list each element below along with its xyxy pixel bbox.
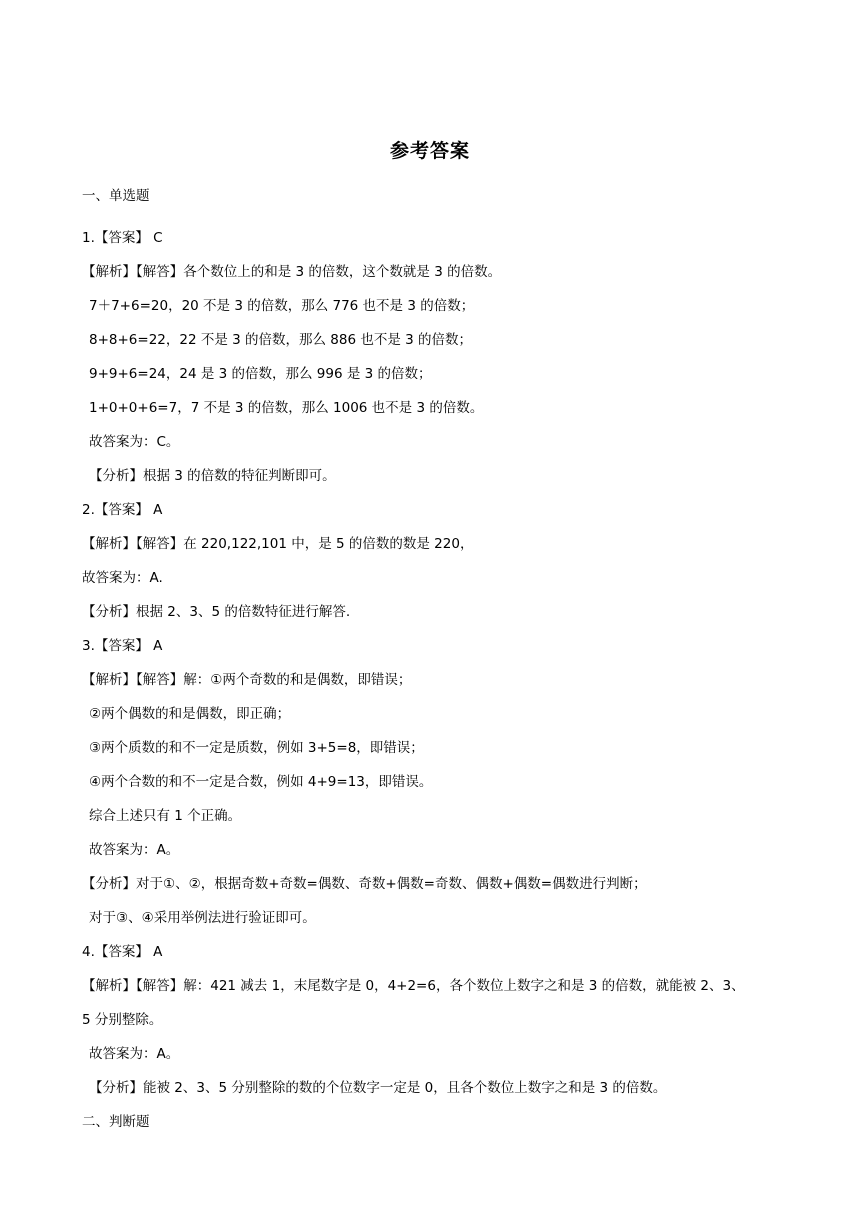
answer-4-explanation: 【解析】【解答】解：421 减去 1，末尾数字是 0，4+2=6，各个数位上数字之和是 3 的倍数，就能被 2、3、 <box>82 978 745 994</box>
answer-1-step-4: 1+0+0+6=7，7 不是 3 的倍数，那么 1006 也不是 3 的倍数。 <box>89 400 484 416</box>
answer-2-analysis: 【分析】根据 2、3、5 的倍数特征进行解答. <box>82 604 351 620</box>
answer-1-step-3: 9+9+6=24，24 是 3 的倍数，那么 996 是 3 的倍数； <box>89 366 432 382</box>
section-heading-single-choice: 一、单选题 <box>82 188 150 204</box>
answer-3-step-2: ②两个偶数的和是偶数，即正确； <box>89 706 291 722</box>
answer-1-label: 1.【答案】 C <box>82 230 163 246</box>
answer-2-label: 2.【答案】 A <box>82 502 163 518</box>
answer-1-explanation: 【解析】【解答】各个数位上的和是 3 的倍数，这个数就是 3 的倍数。 <box>82 264 502 280</box>
answer-4-label: 4.【答案】 A <box>82 944 163 960</box>
answer-3-analysis: 【分析】对于①、②，根据奇数+奇数=偶数、奇数+偶数=奇数、偶数+偶数=偶数进行判断； <box>82 876 647 892</box>
answer-3-explanation: 【解析】【解答】解：①两个奇数的和是偶数，即错误； <box>82 672 412 688</box>
answer-2-explanation: 【解析】【解答】在 220,122,101 中，是 5 的倍数的数是 220， <box>82 536 474 552</box>
answer-3-step-4: ④两个合数的和不一定是合数，例如 4+9=13，即错误。 <box>89 774 433 790</box>
answer-2-conclusion: 故答案为：A. <box>82 570 163 586</box>
answer-3-step-3: ③两个质数的和不一定是质数，例如 3+5=8，即错误； <box>89 740 424 756</box>
answer-3-label: 3.【答案】 A <box>82 638 163 654</box>
answer-1-conclusion: 故答案为：C。 <box>89 434 180 450</box>
answer-1-step-1: 7＋7+6=20，20 不是 3 的倍数，那么 776 也不是 3 的倍数； <box>89 298 475 314</box>
answer-4-explanation-cont: 5 分别整除。 <box>82 1012 163 1028</box>
answer-4-conclusion: 故答案为：A。 <box>89 1046 180 1062</box>
section-heading-true-false: 二、判断题 <box>82 1114 150 1130</box>
answer-1-analysis: 【分析】根据 3 的倍数的特征判断即可。 <box>89 468 336 484</box>
page-title: 参考答案 <box>389 140 470 162</box>
answer-3-analysis-cont: 对于③、④采用举例法进行验证即可。 <box>89 910 316 926</box>
answer-4-analysis: 【分析】能被 2、3、5 分别整除的数的个位数字一定是 0，且各个数位上数字之和是 3 的倍数。 <box>89 1080 667 1096</box>
answer-1-step-2: 8+8+6=22，22 不是 3 的倍数，那么 886 也不是 3 的倍数； <box>89 332 473 348</box>
answer-3-summary: 综合上述只有 1 个正确。 <box>89 808 242 824</box>
answer-3-conclusion: 故答案为：A。 <box>89 842 180 858</box>
